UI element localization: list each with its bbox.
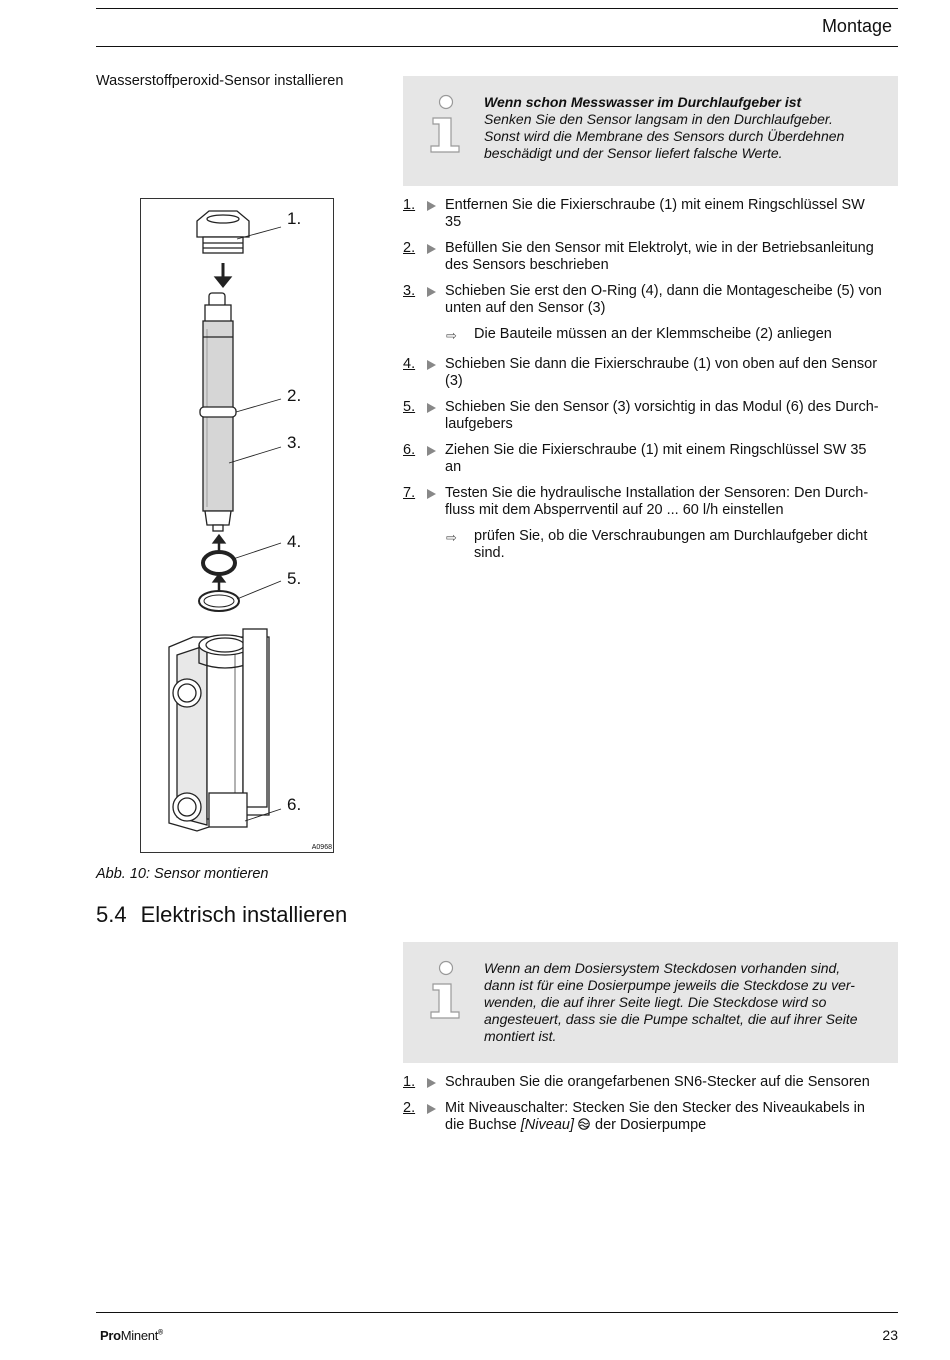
figure-label-6: 6. xyxy=(287,795,302,814)
info-heading: Wenn schon Messwasser im Durchlaufgeber ist xyxy=(484,94,802,110)
sensor-figure xyxy=(140,198,334,853)
result-arrow-icon: ⇨ xyxy=(446,328,457,343)
header-bottom-rule xyxy=(96,46,898,47)
brand-logo xyxy=(100,1328,163,1343)
step-text: Schrauben Sie die orangefarbenen SN6-Stecker auf die Sensoren xyxy=(445,1074,870,1090)
step-2 xyxy=(403,240,898,274)
step-arrow-icon xyxy=(427,201,436,211)
result-arrow-icon: ⇨ xyxy=(446,530,457,545)
step-text: Ziehen Sie die Fixierschraube (1) mit einem Ringschlüssel SW 35 xyxy=(445,442,867,458)
result-2 xyxy=(446,528,898,562)
result-text: sind. xyxy=(474,545,505,561)
step-arrow-icon xyxy=(427,360,436,370)
header-top-rule xyxy=(96,8,898,9)
step-4 xyxy=(403,356,898,390)
sensor-assembly-drawing xyxy=(141,199,333,852)
info-line: Senken Sie den Sensor langsam in den Durchlaufgeber. xyxy=(484,111,833,127)
step-text: Mit Niveauschalter: Stecken Sie den Stecker des Niveaukabels in xyxy=(445,1100,865,1116)
step-text: laufgebers xyxy=(445,416,513,432)
step-number: 2. xyxy=(403,1100,416,1116)
brand-part-b: Minent xyxy=(120,1328,159,1343)
step-number: 7. xyxy=(403,485,416,501)
step-arrow-icon xyxy=(427,1078,436,1088)
header-title: Montage xyxy=(821,16,892,36)
step-text: 35 xyxy=(445,214,462,230)
step-text: an xyxy=(445,459,462,475)
figure-label-3: 3. xyxy=(287,433,302,452)
step-text: Testen Sie die hydraulische Installation der Sensoren: Den Durch- xyxy=(445,485,869,501)
step-number: 1. xyxy=(403,197,416,213)
step-text: Entfernen Sie die Fixierschraube (1) mit einem Ringschlüssel SW xyxy=(445,197,865,213)
info-line: wenden, die auf ihrer Seite liegt. Die Steckdose wird so xyxy=(484,994,827,1010)
step-text: Befüllen Sie den Sensor mit Elektrolyt, wie in der Betriebsanleitung xyxy=(445,240,874,256)
step-text: unten auf den Sensor (3) xyxy=(445,300,606,316)
step-arrow-icon xyxy=(427,403,436,413)
step-number: 5. xyxy=(403,399,416,415)
step-number: 1. xyxy=(403,1074,416,1090)
step-arrow-icon xyxy=(427,446,436,456)
info-line: angesteuert, dass sie die Pumpe schaltet, die auf ihrer Seite xyxy=(484,1011,858,1027)
figure-label-5: 5. xyxy=(287,569,302,588)
info-line: Wenn an dem Dosiersystem Steckdosen vorhanden sind, xyxy=(484,960,841,976)
step-text-line2 xyxy=(445,1117,898,1134)
step-text: des Sensors beschrieben xyxy=(445,257,609,273)
info-line: Sonst wird die Membrane des Sensors durch Überdehnen xyxy=(484,128,845,144)
info-box-1 xyxy=(403,76,898,186)
step-1 xyxy=(403,197,898,231)
figure-label-2: 2. xyxy=(287,386,302,405)
section-title: Wasserstoffperoxid-Sensor installieren xyxy=(96,73,344,89)
step-text-prefix: die Buchse xyxy=(445,1117,521,1133)
section-heading-title: Elektrisch installieren xyxy=(140,902,348,927)
result-1 xyxy=(446,326,898,343)
step-text: fluss mit dem Absperrventil auf 20 ... 60 l/h einstellen xyxy=(445,502,784,518)
info-line: beschädigt und der Sensor liefert falsche Werte. xyxy=(484,145,783,161)
result-text: prüfen Sie, ob die Verschraubungen am Durchlaufgeber dicht xyxy=(474,528,868,544)
registered-mark: ® xyxy=(158,1329,163,1337)
figure-caption: Abb. 10: Sensor montieren xyxy=(96,866,269,882)
info-icon xyxy=(427,960,463,1020)
step-arrow-icon xyxy=(427,489,436,499)
step-arrow-icon xyxy=(427,1104,436,1114)
info-line: montiert ist. xyxy=(484,1028,557,1044)
step-arrow-icon xyxy=(427,244,436,254)
level-switch-icon xyxy=(577,1118,591,1130)
step-text: Schieben Sie erst den O-Ring (4), dann die Montagescheibe (5) von xyxy=(445,283,882,299)
step-6 xyxy=(403,442,898,476)
step-text: Schieben Sie den Sensor (3) vorsichtig in das Modul (6) des Durch- xyxy=(445,399,879,415)
footer-rule xyxy=(96,1312,898,1313)
step-text-suffix: der Dosierpumpe xyxy=(590,1117,707,1133)
figure-label-4: 4. xyxy=(287,532,302,551)
step-number: 2. xyxy=(403,240,416,256)
section-number: 5.4 xyxy=(96,902,127,927)
step2-1 xyxy=(403,1074,898,1091)
figure-label-1: 1. xyxy=(287,209,302,228)
step-5 xyxy=(403,399,898,433)
info-box-2 xyxy=(403,942,898,1063)
step-3 xyxy=(403,283,898,317)
result-text: Die Bauteile müssen an der Klemmscheibe (2) anliegen xyxy=(474,326,832,342)
figure-code: A0968 xyxy=(311,844,332,851)
step-text: Schieben Sie dann die Fixierschraube (1) von oben auf den Sensor xyxy=(445,356,878,372)
step2-2 xyxy=(403,1100,898,1134)
step-arrow-icon xyxy=(427,287,436,297)
info-icon xyxy=(427,94,463,154)
step-text: (3) xyxy=(445,373,463,389)
step-number: 4. xyxy=(403,356,416,372)
step-number: 3. xyxy=(403,283,416,299)
brand-part-a: Pro xyxy=(100,1328,121,1343)
step-number: 6. xyxy=(403,442,416,458)
step-7 xyxy=(403,485,898,519)
section-heading-5-4 xyxy=(96,902,347,928)
info-line: dann ist für eine Dosierpumpe jeweils die Steckdose zu ver- xyxy=(484,977,855,993)
socket-label: [Niveau] xyxy=(520,1117,574,1133)
page-number: 23 xyxy=(882,1327,898,1343)
